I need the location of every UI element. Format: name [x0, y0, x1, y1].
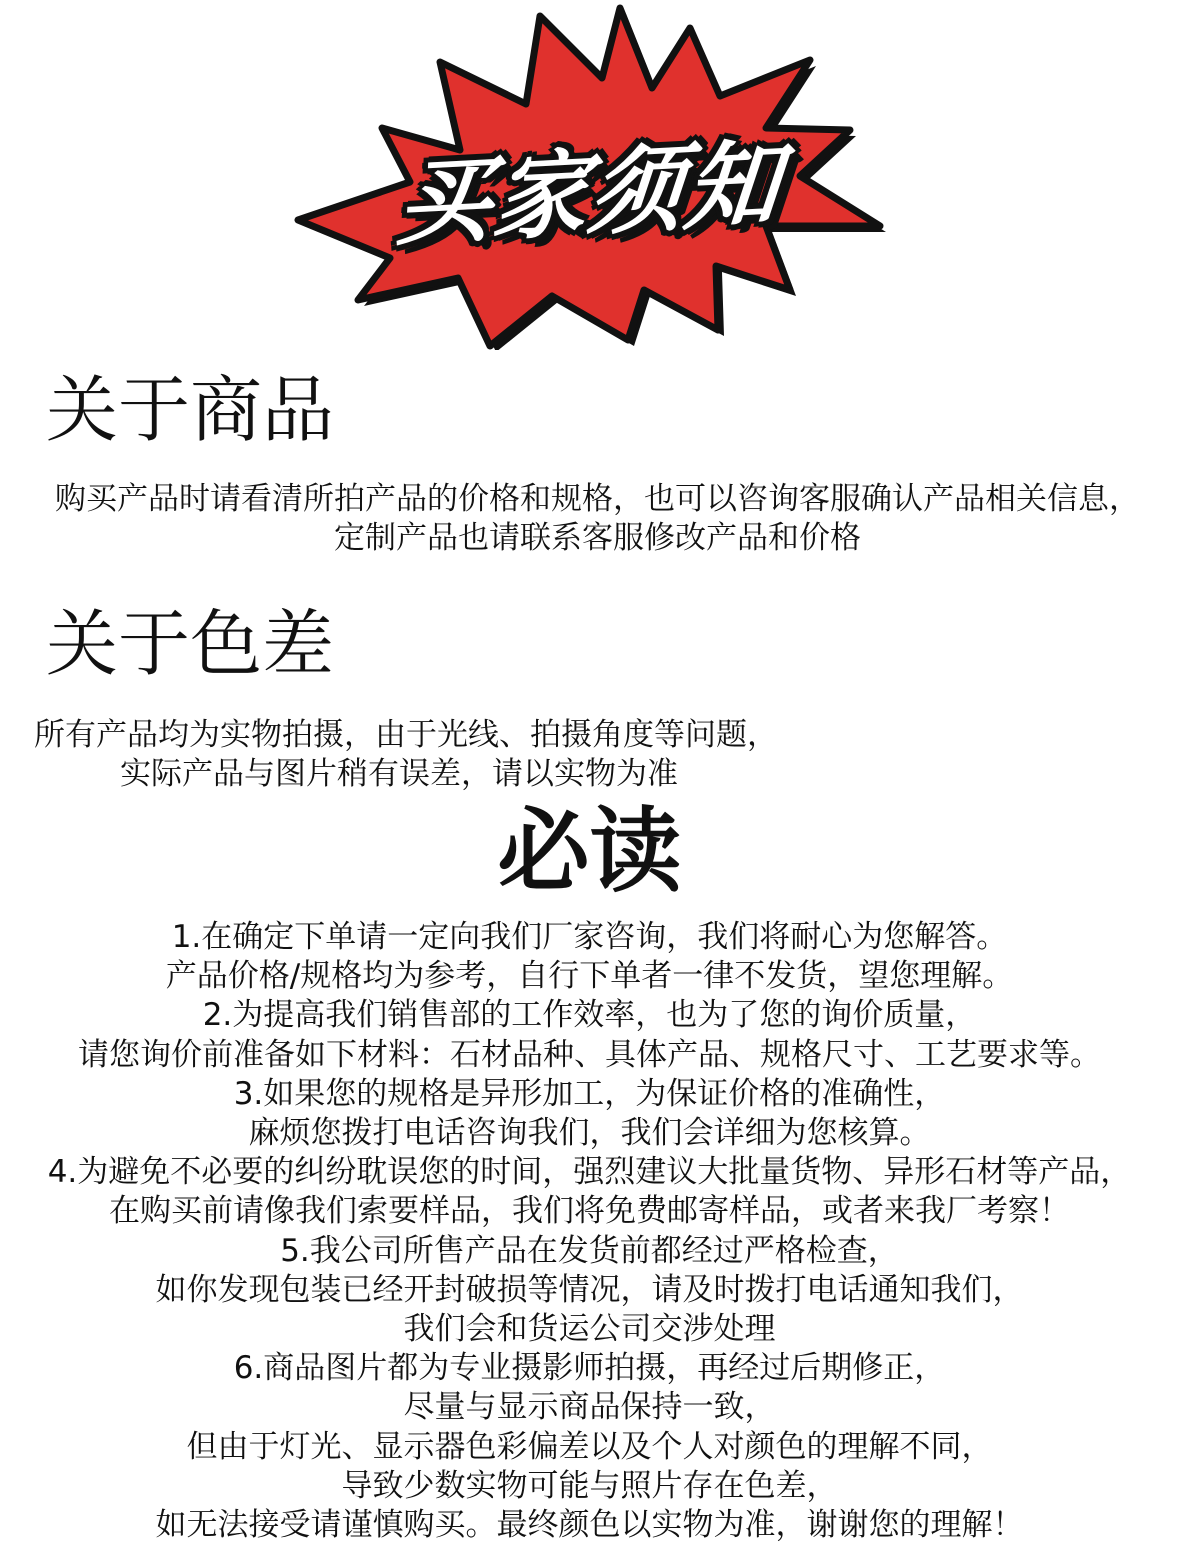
- notes-line: 2.为提高我们销售部的工作效率，也为了您的询价质量，: [202, 997, 977, 1034]
- notes-line: 如你发现包装已经开封破损等情况，请及时拨打电话通知我们，: [155, 1271, 1024, 1308]
- notes-line: 产品价格/规格均为参考，自行下单者一律不发货，望您理解。: [165, 958, 1014, 995]
- about-color-text: [0, 716, 1179, 794]
- notes-line: 如无法接受请谨慎购买。最终颜色以实物为准，谢谢您的理解！: [155, 1507, 1024, 1544]
- must-read-heading: 必读: [497, 798, 682, 905]
- header-banner: [290, 0, 890, 350]
- about-color-heading: 关于色差: [46, 602, 335, 686]
- notes-line: 麻烦您拨打电话咨询我们，我们会详细为您核算。: [248, 1115, 931, 1152]
- about-color-line: 实际产品与图片稍有误差，请以实物为准: [120, 756, 678, 792]
- notes-line: 6.商品图片都为专业摄影师拍摄，再经过后期修正，: [233, 1350, 946, 1387]
- notes-line: 1.在确定下单请一定向我们厂家咨询，我们将耐心为您解答。: [171, 919, 1008, 955]
- about-color-line: 所有产品均为实物拍摄，由于光线、拍摄角度等问题，: [34, 717, 778, 753]
- notes-line: 在购买前请像我们索要样品，我们将免费邮寄样品，或者来我厂考察！: [109, 1193, 1070, 1230]
- notes-line: 5.我公司所售产品在发货前都经过严格检查，: [280, 1232, 899, 1269]
- notes-line: 3.如果您的规格是异形加工，为保证价格的准确性，: [233, 1075, 946, 1112]
- notes-line: 我们会和货运公司交涉处理: [403, 1311, 776, 1348]
- about-product-line: 购买产品时请看清所拍产品的价格和规格，也可以咨询客服确认产品相关信息，: [55, 481, 1140, 517]
- notes-line: 4.为避免不必要的纠纷耽误您的时间，强烈建议大批量货物、异形石材等产品，: [47, 1154, 1132, 1191]
- banner-title: 买家须知: [392, 129, 786, 260]
- about-product-text: [8, 480, 1179, 558]
- notes-line: 导致少数实物可能与照片存在色差，: [341, 1467, 838, 1504]
- notes-line: 但由于灯光、显示器色彩偏差以及个人对颜色的理解不同，: [186, 1428, 993, 1465]
- notes-line: 请您询价前准备如下材料：石材品种、具体产品、规格尺寸、工艺要求等。: [78, 1036, 1101, 1073]
- notes-line: 尽量与显示商品保持一致，: [403, 1389, 776, 1426]
- about-product-heading: 关于商品: [46, 368, 335, 452]
- must-read-notes: [0, 918, 1179, 1545]
- about-product-line: 定制产品也请联系客服修改产品和价格: [334, 520, 861, 556]
